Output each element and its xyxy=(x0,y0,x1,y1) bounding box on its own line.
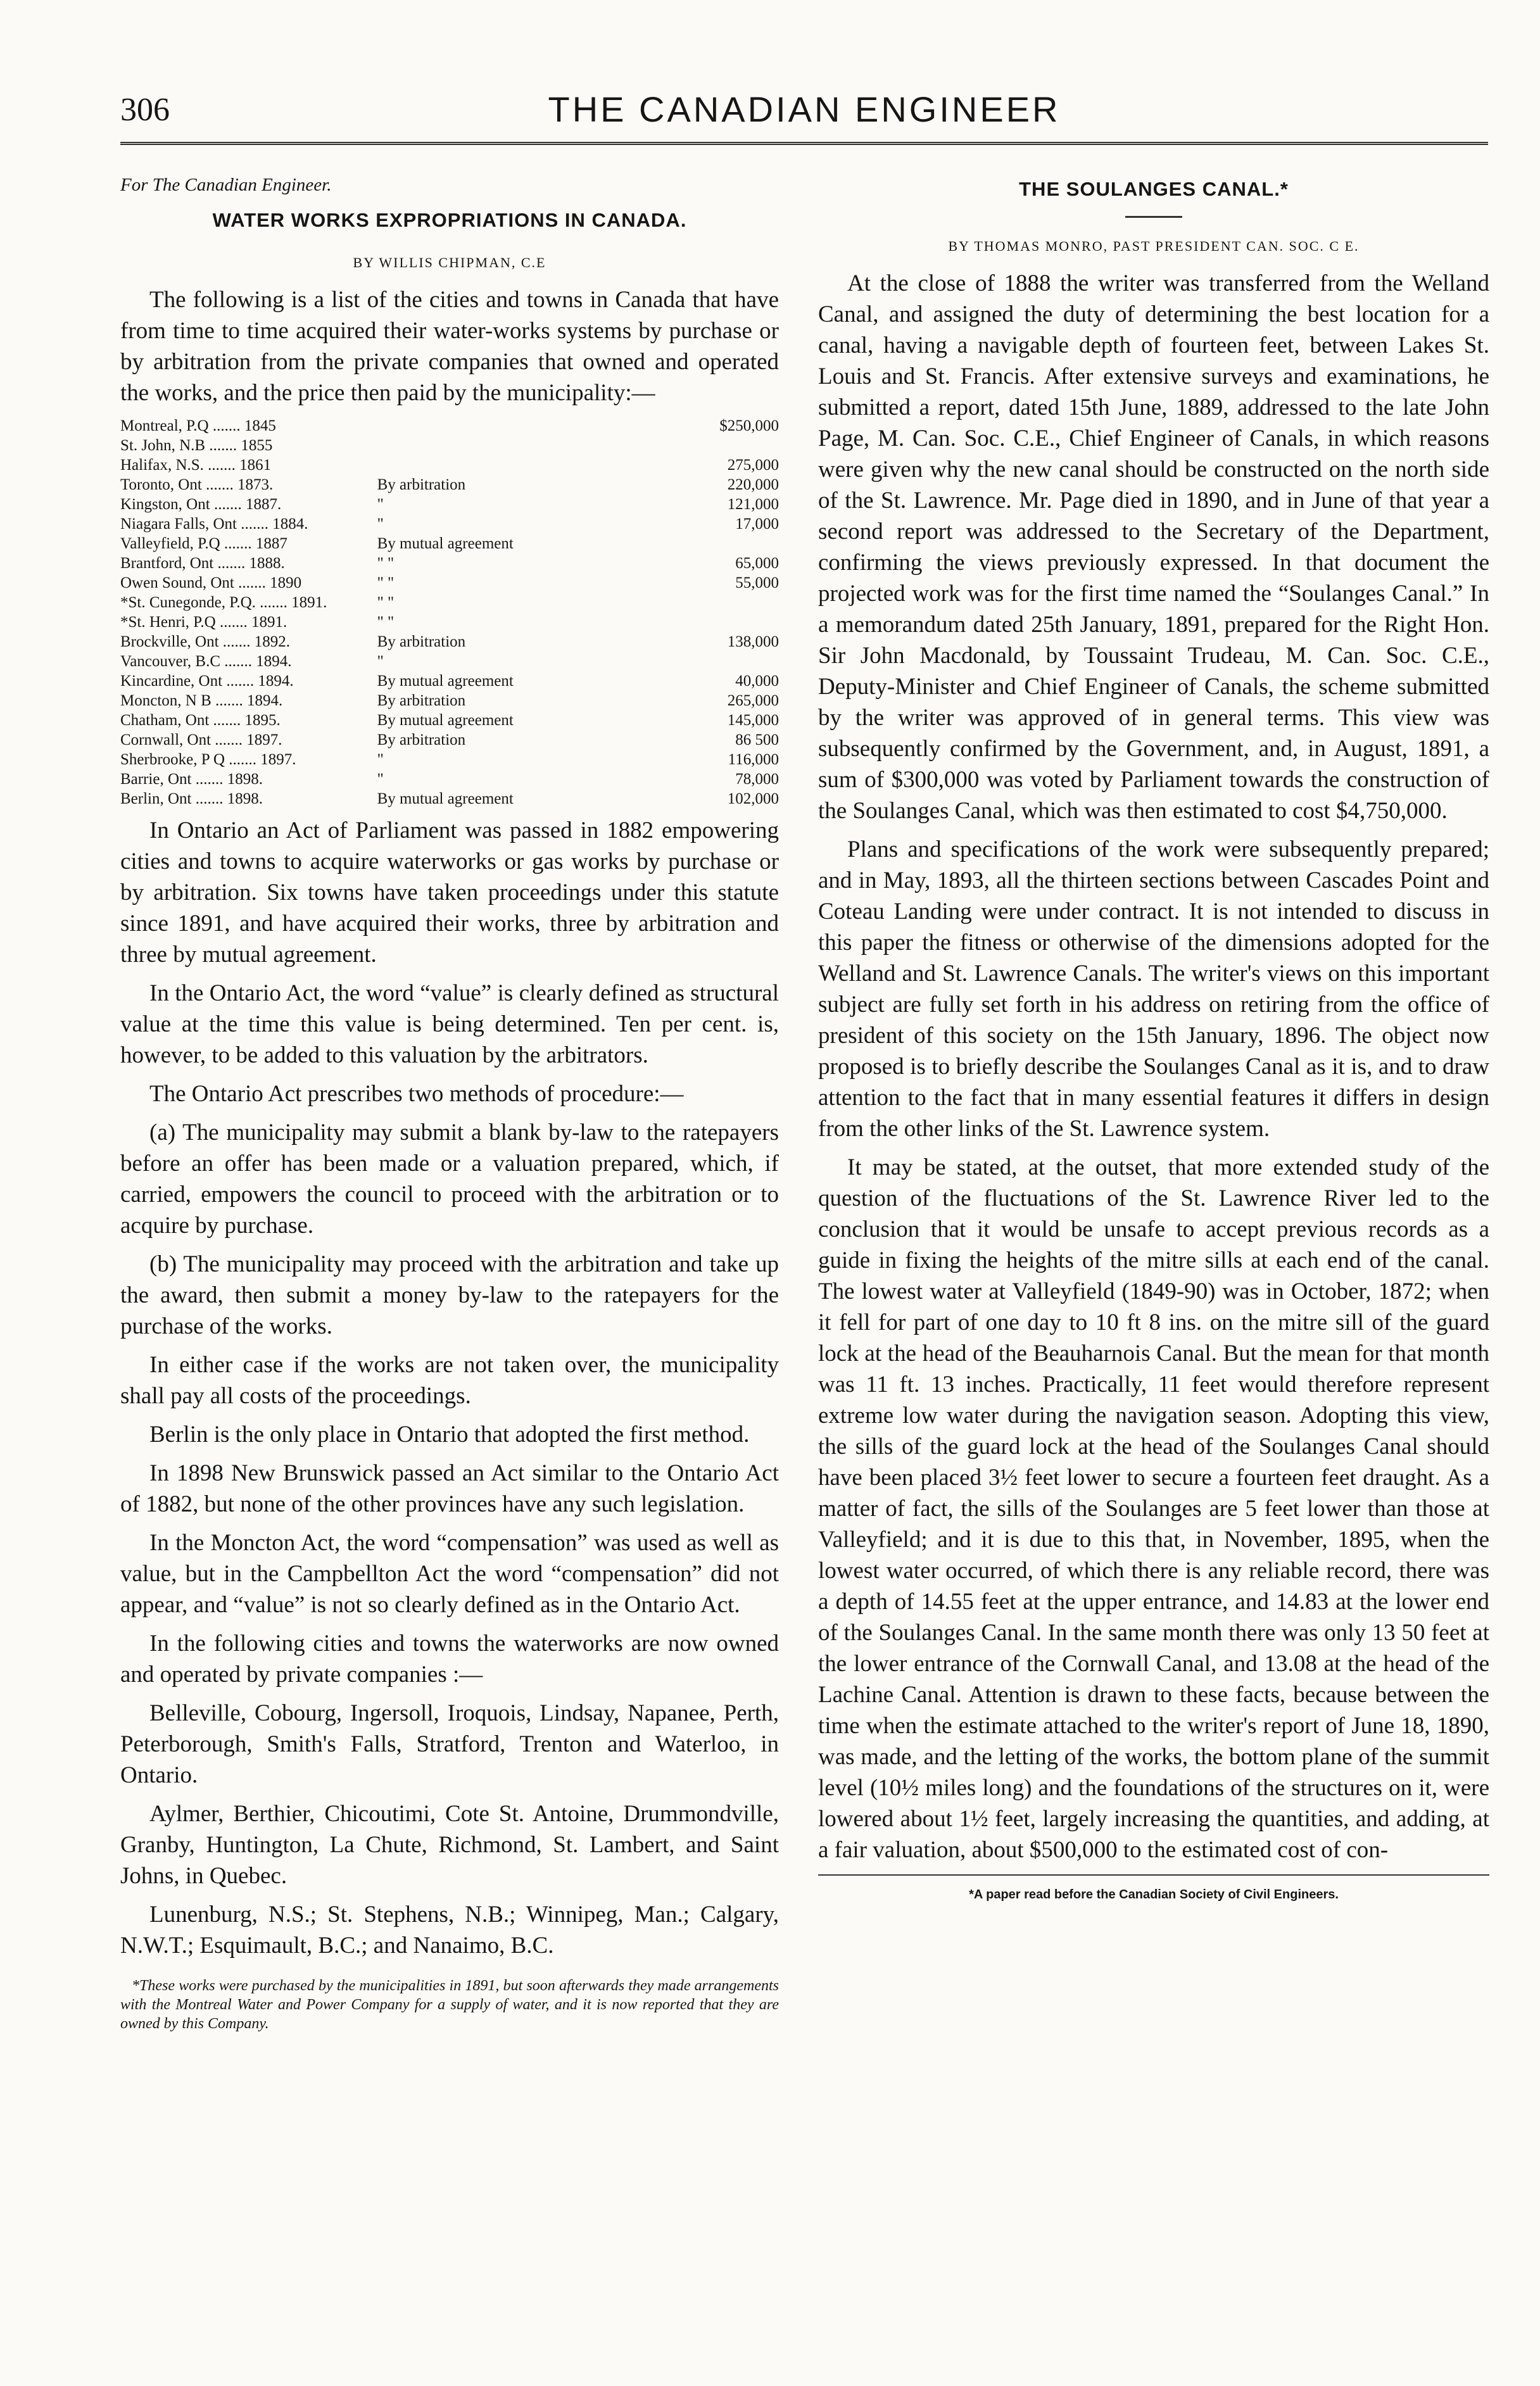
year: 1894. xyxy=(258,672,294,690)
place-cell: Sherbrooke, P Q ....... 1897. xyxy=(120,751,296,768)
paragraph: In the Ontario Act, the word “value” is clearly defined as structural value at the time this value is being determined. Ten per cent. is, however, to be added to this valuation by the arbitrators. xyxy=(120,980,779,1068)
paragraph: At the close of 1888 the writer was transferred from the Welland Canal, and assigned the duty of determining the best location for a canal, having a navigable depth of fourteen feet, between Lakes St. Louis and St. Francis. After extensive surveys and examinations, he submitted a report, dated 15th June, 1889, addressed to the late John Page, M. Can. Soc. C.E., Chief Engineer of Canals, in which reasons were given why the new canal should be constructed on the north side of the St. Lawrence. Mr. Page died in 1890, and in June of that year a second report was addressed to the Secretary of the Department, confirming the views previously expressed. In that document the projected work was for the first time named the “Soulanges Canal.” In a memorandum dated 25th January, 1891, prepared for the Right Hon. Sir John Macdonald, by Toussaint Trudeau, M. Can. Soc. C.E., Deputy-Minister and Chief Engineer of Canals, the scheme submitted by the writer was approved of in general terms. This view was subsequently confirmed by the Government, and, in August, 1891, a sum of $300,000 was voted by Parliament towards the construction of the Soulanges Canal, which was then estimated to cost $4,750,000. xyxy=(818,270,1489,824)
year: 1891. xyxy=(291,594,327,611)
year: 1897. xyxy=(260,751,296,768)
method-cell: By mutual agreement xyxy=(377,672,514,690)
place-cell: St. John, N.B ....... 1855 xyxy=(120,437,273,454)
year: 1898. xyxy=(227,771,263,788)
price-cell: 121,000 xyxy=(727,496,779,513)
paragraph: The Ontario Act prescribes two methods of procedure:— xyxy=(149,1081,684,1107)
year: 1890 xyxy=(270,574,302,591)
table-row xyxy=(120,691,779,710)
table-row xyxy=(120,593,779,612)
method-cell: By arbitration xyxy=(377,692,466,709)
price-cell: 220,000 xyxy=(727,476,779,493)
page-header xyxy=(120,82,1488,152)
place-cell: Kincardine, Ont ....... 1894. xyxy=(120,672,294,690)
year: 1845 xyxy=(244,417,276,434)
price-cell: 40,000 xyxy=(735,672,779,690)
price-cell: 86 500 xyxy=(735,731,779,748)
place-name: Sherbrooke, P Q xyxy=(120,751,225,768)
price-cell: $250,000 xyxy=(719,417,779,434)
year: 1888. xyxy=(249,555,285,572)
place-name: Valleyfield, P.Q xyxy=(120,535,220,552)
paragraph: In either case if the works are not taken over, the municipality shall pay all costs of the proceedings. xyxy=(120,1352,779,1409)
method-cell: By mutual agreement xyxy=(377,712,514,729)
right-column xyxy=(818,170,1489,1910)
place-name: Brockville, Ont xyxy=(120,633,219,650)
paragraph: In Ontario an Act of Parliament was passed in 1882 empowering cities and towns to acquire waterworks or gas works by purchase or by arbitration. Six towns have taken proceedings under this statute since 1891, and have acquired their works, three by arbitration and three by mutual agreement. xyxy=(120,817,779,968)
table-row xyxy=(120,730,779,750)
place-cell: Barrie, Ont ....... 1898. xyxy=(120,771,263,788)
place-cell: Valleyfield, P.Q ....... 1887 xyxy=(120,535,287,552)
method-cell: " xyxy=(377,771,384,788)
method-cell: " " xyxy=(377,594,394,611)
table-row xyxy=(120,534,779,553)
place-cell: Kingston, Ont ....... 1887. xyxy=(120,496,282,513)
table-row xyxy=(120,416,779,436)
table-row xyxy=(120,710,779,730)
article-byline: BY THOMAS MONRO, PAST PRESIDENT CAN. SOC. C E. xyxy=(948,238,1360,254)
place-cell: Niagara Falls, Ont ....... 1884. xyxy=(120,515,308,533)
place-cell: Owen Sound, Ont ....... 1890 xyxy=(120,574,302,591)
place-name: Kingston, Ont xyxy=(120,496,210,513)
table-row xyxy=(120,612,779,632)
place-name: *St. Cunegonde, P.Q. xyxy=(120,594,256,611)
place-cell: Moncton, N B ....... 1894. xyxy=(120,692,283,709)
place-cell: Chatham, Ont ....... 1895. xyxy=(120,712,281,729)
place-name: Vancouver, B.C xyxy=(120,653,220,670)
place-name: Cornwall, Ont xyxy=(120,731,211,748)
paragraph: It may be stated, at the outset, that more extended study of the question of the fluctuations of the St. Lawrence River led to the conclusion that it would be unsafe to accept previous records as a guide in fixing the heights of the mitre sills at each end of the canal. The lowest water at Valleyfield (1849-90) was in October, 1872; when it fell for part of one day to 10 ft 8 ins. on the mitre sill of the guard lock at the head of the Beauharnois Canal. But the mean for that month was 11 ft. 13 inches. Practically, 11 feet would therefore represent extreme low water during the navigation season. Adopting this view, the sills of the guard lock at the head of the Soulanges Canal should have been placed 3½ feet lower to secure a fourteen feet draught. As a matter of fact, the sills of the Soulanges are 5 feet lower than those at Valleyfield; and it is due to this that, in November, 1895, when the lowest water occurred, of which there is any reliable record, there was a depth of 14.55 feet at the upper entrance, and 14.83 at the lower end of the Soulanges Canal. In the same month there was only 13 50 feet at the lower entrance of the Cornwall Canal, and 13.08 at the head of the Lachine Canal. Attention is drawn to these facts, because between the time when the estimate attached to the writer's report of June 18, 1890, was made, and the letting of the works, the bottom plane of the summit level (10½ miles long) and the foundations of the structures on it, were lowered about 1½ feet, largely increasing the quantities, and adding, at a fair valuation, about $500,000 to the estimated cost of con- xyxy=(818,1154,1489,1863)
year: 1891. xyxy=(251,614,287,631)
paragraph: Plans and specifications of the work were subsequently prepared; and in May, 1893, all the thirteen sections between Cascades Point and Coteau Landing were under contract. It is not intended to discuss in this paper the fitness or otherwise of the dimensions adopted for the Welland and St. Lawrence Canals. The writer's views on this important subject are fully set forth in his address on retiring from the office of president of this society on the 15th January, 1896. The object now proposed is to briefly describe the Soulanges Canal as it is, and to draw attention to the fact that in many essential features it differs in design from the other links of the St. Lawrence system. xyxy=(818,836,1489,1142)
place-cell: Berlin, Ont ....... 1898. xyxy=(120,790,263,807)
method-cell: By arbitration xyxy=(377,633,466,650)
page-number: 306 xyxy=(120,92,170,128)
place-cell: Vancouver, B.C ....... 1894. xyxy=(120,653,292,670)
place-name: Montreal, P.Q xyxy=(120,417,209,434)
place-cell: Brantford, Ont ....... 1888. xyxy=(120,555,285,572)
method-cell xyxy=(377,455,674,475)
article-byline: BY WILLIS CHIPMAN, C.E xyxy=(353,255,546,270)
place-name: Niagara Falls, Ont xyxy=(120,515,237,533)
price-cell: 78,000 xyxy=(735,771,779,788)
price-cell xyxy=(674,436,779,455)
price-cell xyxy=(674,652,779,671)
left-footnote: *These works were purchased by the municipalities in 1891, but soon afterwards they made arrangements with the Montreal Water and Power Company for a supply of water, and it is now reported that they are owned by this Company. xyxy=(120,1978,779,2032)
footnote-rule xyxy=(818,1874,1489,1876)
year: 1894. xyxy=(247,692,283,709)
method-cell: By mutual agreement xyxy=(377,535,514,552)
method-cell: " xyxy=(377,653,384,670)
place-name: Halifax, N.S. xyxy=(120,457,204,474)
place-name: Brantford, Ont xyxy=(120,555,214,572)
method-cell: " " xyxy=(377,614,394,631)
table-row xyxy=(120,455,779,475)
place-cell: Montreal, P.Q ....... 1845 xyxy=(120,417,276,434)
place-name: Toronto, Ont xyxy=(120,476,202,493)
place-name: Moncton, N B xyxy=(120,692,211,709)
article-kicker: For The Canadian Engineer. xyxy=(120,175,332,195)
table-row xyxy=(120,632,779,652)
article-headline: THE SOULANGES CANAL.* xyxy=(1019,178,1289,200)
price-cell: 102,000 xyxy=(727,790,779,807)
place-name: *St. Henri, P.Q xyxy=(120,614,216,631)
method-cell: " xyxy=(377,496,384,513)
year: 1873. xyxy=(237,476,274,493)
price-cell: 65,000 xyxy=(735,555,779,572)
year: 1898. xyxy=(227,790,263,807)
table-row xyxy=(120,436,779,455)
method-cell: " " xyxy=(377,555,394,572)
place-name: Barrie, Ont xyxy=(120,771,192,788)
short-rule xyxy=(1125,216,1182,218)
price-cell xyxy=(674,593,779,612)
place-name: Owen Sound, Ont xyxy=(120,574,234,591)
year: 1897. xyxy=(246,731,282,748)
year: 1892. xyxy=(254,633,291,650)
paragraph: Belleville, Cobourg, Ingersoll, Iroquois, Lindsay, Napanee, Perth, Peterborough, Smith's Falls, Stratford, Trenton and Waterloo, in Ontario. xyxy=(120,1700,779,1788)
table-row xyxy=(120,475,779,495)
year: 1887. xyxy=(245,496,282,513)
method-cell: " " xyxy=(377,574,394,591)
intro-paragraph: The following is a list of the cities and towns in Canada that have from time to time acquired their water-works systems by purchase or by arbitration from the private companies that owned and operated the works, and the price then paid by the municipality:— xyxy=(120,287,779,406)
place-cell: *St. Henri, P.Q ....... 1891. xyxy=(120,614,287,631)
table-row xyxy=(120,553,779,573)
year: 1855 xyxy=(241,437,273,454)
article-headline: WATER WORKS EXPROPRIATIONS IN CANADA. xyxy=(212,209,687,231)
table-row xyxy=(120,514,779,534)
year: 1861 xyxy=(239,457,272,474)
table-row xyxy=(120,769,779,789)
journal-title: THE CANADIAN ENGINEER xyxy=(548,89,1061,129)
price-cell xyxy=(674,534,779,553)
method-cell xyxy=(377,436,674,455)
method-cell: By arbitration xyxy=(377,476,466,493)
year: 1884. xyxy=(272,515,308,533)
right-footnote: *A paper read before the Canadian Society of Civil Engineers. xyxy=(969,1888,1339,1902)
year: 1895. xyxy=(244,712,281,729)
price-cell: 145,000 xyxy=(727,712,779,729)
place-name: Kincardine, Ont xyxy=(120,672,223,690)
price-cell xyxy=(674,612,779,632)
waterworks-table xyxy=(120,416,779,809)
paragraph: Berlin is the only place in Ontario that adopted the first method. xyxy=(149,1422,750,1448)
price-cell: 116,000 xyxy=(728,751,779,768)
method-cell: " xyxy=(377,751,384,768)
method-cell xyxy=(377,416,674,436)
place-name: Berlin, Ont xyxy=(120,790,192,807)
price-cell: 275,000 xyxy=(727,457,779,474)
table-row xyxy=(120,671,779,691)
place-cell: *St. Cunegonde, P.Q. ....... 1891. xyxy=(120,594,327,611)
place-name: Chatham, Ont xyxy=(120,712,210,729)
paragraph: In 1898 New Brunswick passed an Act similar to the Ontario Act of 1882, but none of the other provinces have any such legislation. xyxy=(120,1460,779,1517)
price-cell: 17,000 xyxy=(735,515,779,533)
paragraph: Lunenburg, N.S.; St. Stephens, N.B.; Winnipeg, Man.; Calgary, N.W.T.; Esquimault, B.C.; and Nanaimo, B.C. xyxy=(120,1902,779,1959)
year: 1887 xyxy=(255,535,287,552)
place-cell: Cornwall, Ont ....... 1897. xyxy=(120,731,282,748)
method-cell: " xyxy=(377,515,384,533)
paragraph: Aylmer, Berthier, Chicoutimi, Cote St. Antoine, Drummondville, Granby, Huntington, La Chute, Richmond, St. Lambert, and Saint Johns, in Quebec. xyxy=(120,1801,779,1889)
price-cell: 55,000 xyxy=(735,574,779,591)
paragraph: In the following cities and towns the waterworks are now owned and operated by private companies :— xyxy=(120,1631,779,1688)
price-cell: 138,000 xyxy=(727,633,779,650)
header-rule xyxy=(120,142,1488,145)
paragraph: In the Moncton Act, the word “compensation” was used as well as value, but in the Campbellton Act the word “compensation” did not appear, and “value” is not so clearly defined as in the Ontario Act. xyxy=(120,1530,779,1618)
method-cell: By mutual agreement xyxy=(377,790,514,807)
table-row xyxy=(120,789,779,809)
price-cell: 265,000 xyxy=(727,692,779,709)
place-cell: Halifax, N.S. ....... 1861 xyxy=(120,457,272,474)
left-column xyxy=(120,170,779,2033)
table-row xyxy=(120,652,779,671)
method-cell: By arbitration xyxy=(377,731,466,748)
table-row xyxy=(120,750,779,769)
paragraph: (b) The municipality may proceed with the arbitration and take up the award, then submit a money by-law to the ratepayers for the purchase of the works. xyxy=(120,1251,779,1339)
place-name: St. John, N.B xyxy=(120,437,206,454)
place-cell: Brockville, Ont ....... 1892. xyxy=(120,633,291,650)
paragraph: (a) The municipality may submit a blank by-law to the ratepayers before an offer has been made or a valuation prepared, which, if carried, empowers the council to proceed with the arbitration or to acquire by purchase. xyxy=(120,1120,779,1239)
table-row xyxy=(120,573,779,593)
table-row xyxy=(120,495,779,514)
place-cell: Toronto, Ont ....... 1873. xyxy=(120,476,274,493)
year: 1894. xyxy=(256,653,292,670)
